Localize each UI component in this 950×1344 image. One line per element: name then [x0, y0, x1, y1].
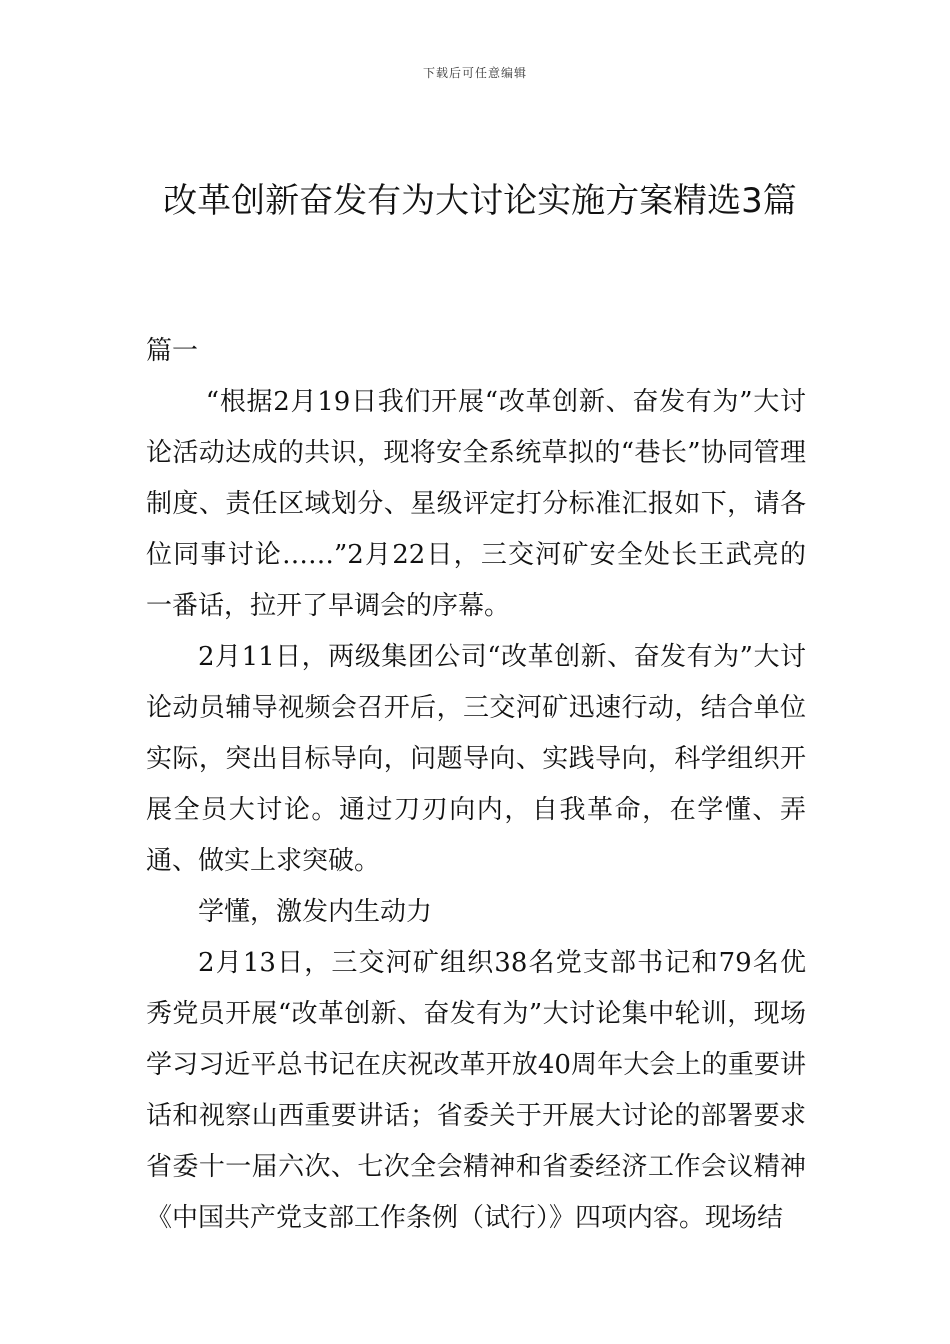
document-body	[146, 326, 806, 1244]
subheading-xuedong: 学懂，激发内生动力	[198, 897, 433, 927]
paragraph-2: 2月11日，两级集团公司“改革创新、奋发有为”大讨论动员辅导视频会召开后，三交河矿迅速行动，结合单位实际，突出目标导向，问题导向、实践导向，科学组织开展全员大讨论。通过刀刃向内，自我革命，在学懂、弄通、做实上求突破。	[146, 642, 806, 876]
paragraph-1: “根据2月19日我们开展“改革创新、奋发有为”大讨论活动达成的共识，现将安全系统草拟的“巷长”协同管理制度、责任区域划分、星级评定打分标准汇报如下，请各位同事讨论……”2月22日，三交河矿安全处长王武亮的一番话，拉开了早调会的序幕。	[146, 387, 806, 621]
section-label: 篇一	[146, 336, 199, 366]
header-note: 下载后可任意编辑	[422, 66, 527, 80]
paragraph-3: 2月13日，三交河矿组织38名党支部书记和79名优秀党员开展“改革创新、奋发有为”大讨论集中轮训，现场学习习近平总书记在庆祝改革开放40周年大会上的重要讲话和视察山西重要讲话；省委关于开展大讨论的部署要求省委十一届六次、七次全会精神和省委经济工作会议精神《中国共产党支部工作条例（试行）》四项内容。现场结	[146, 948, 806, 1233]
document-title: 改革创新奋发有为大讨论实施方案精选3篇	[163, 181, 797, 221]
